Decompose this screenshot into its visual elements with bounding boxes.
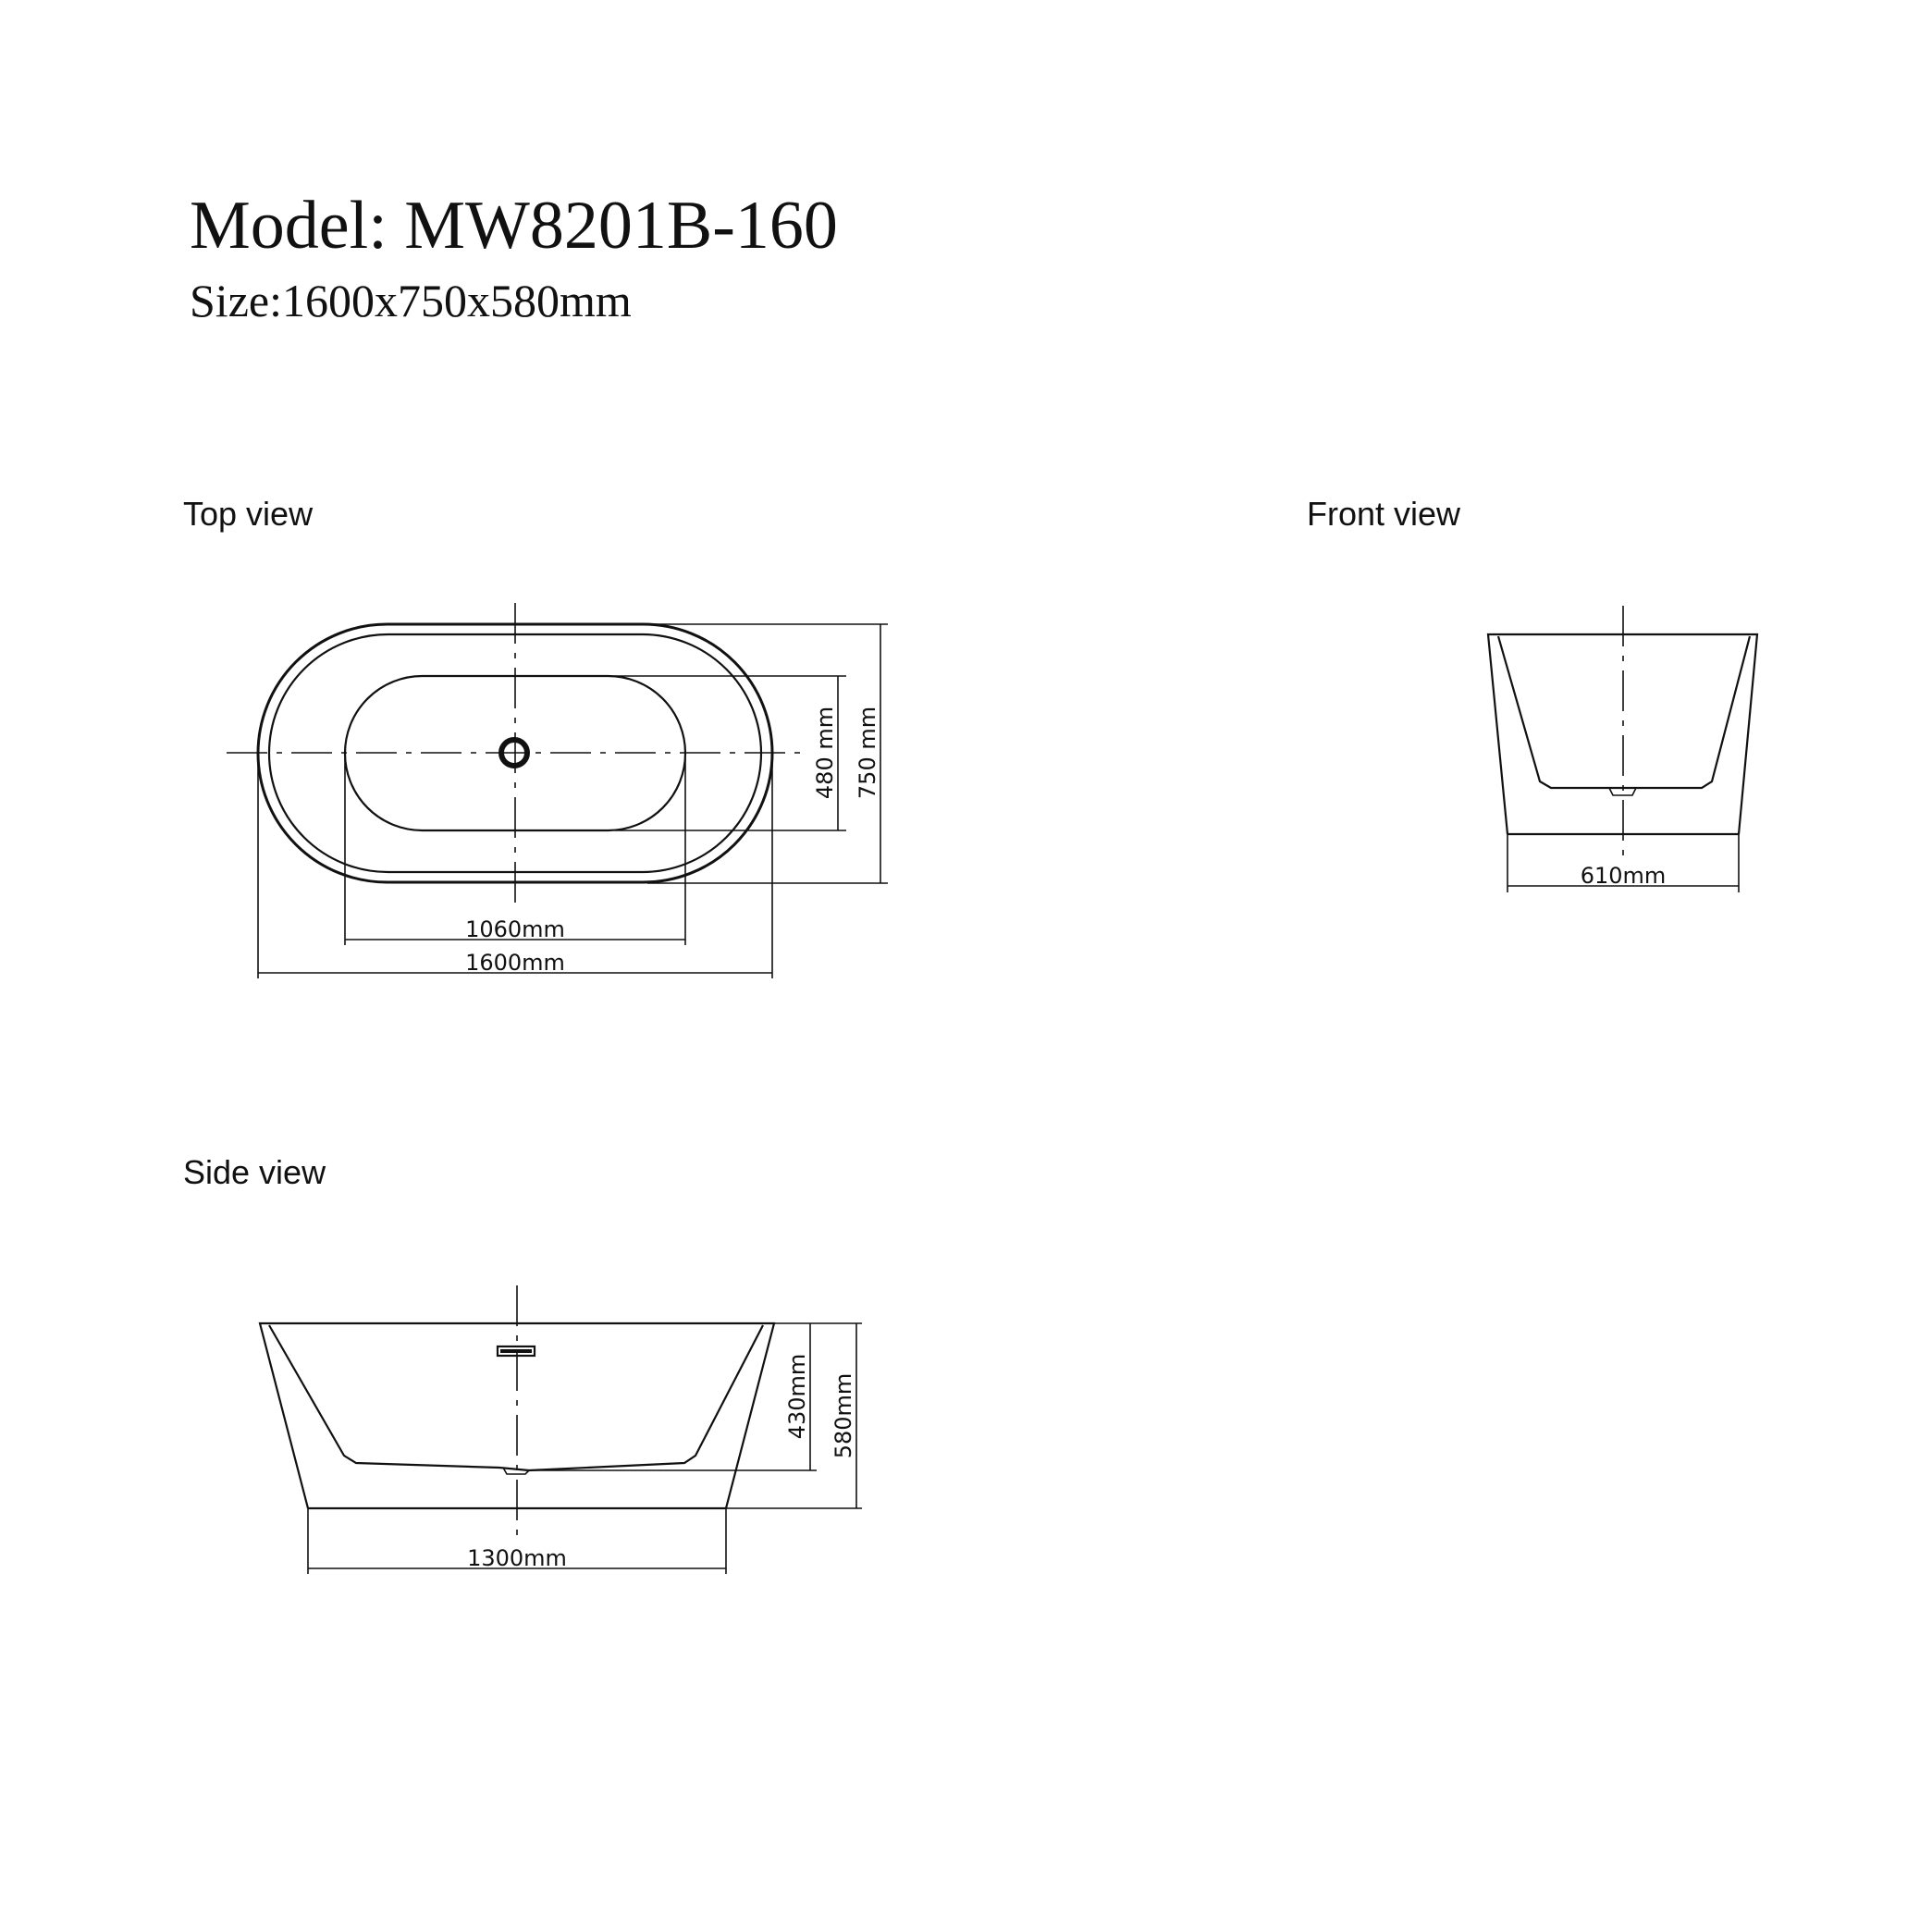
dim-height: 580mm xyxy=(831,1372,856,1459)
top-view-label: Top view xyxy=(183,495,314,533)
model-title: Model: MW8201B-160 xyxy=(190,188,838,264)
dim-outer-length: 1600mm xyxy=(465,950,565,976)
side-view-drawing xyxy=(260,1285,862,1574)
dim-front-base: 610mm xyxy=(1580,863,1667,889)
dim-inner-width: 480 mm xyxy=(812,706,838,800)
front-inner-basin xyxy=(1498,636,1750,788)
dim-base-length: 1300mm xyxy=(467,1545,567,1571)
front-view-label: Front view xyxy=(1307,495,1461,533)
side-view-label: Side view xyxy=(183,1153,326,1191)
dim-inner-depth: 430mm xyxy=(784,1353,810,1440)
dim-outer-width: 750 mm xyxy=(855,706,880,800)
dim-inner-length: 1060mm xyxy=(465,916,565,942)
top-view-drawing xyxy=(227,603,888,978)
size-subtitle: Size:1600x750x580mm xyxy=(190,275,632,326)
front-view-drawing xyxy=(1488,606,1757,892)
